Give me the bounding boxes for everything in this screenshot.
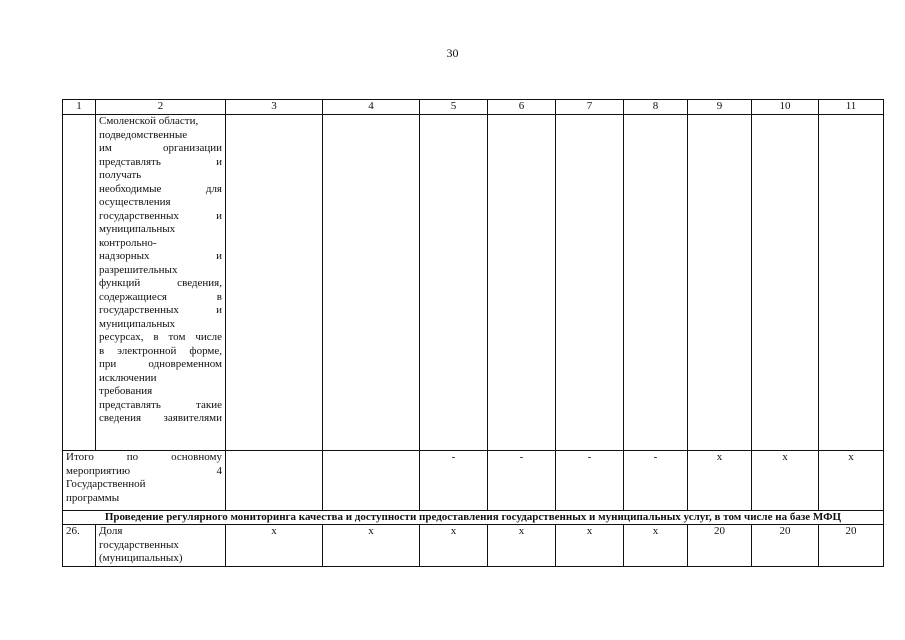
empty-cell (624, 115, 688, 451)
row-number-cell: 26. (63, 525, 96, 567)
value-cell: - (488, 451, 556, 511)
description-cell: Доля государственных (муниципальных) (96, 525, 226, 567)
column-number: 7 (556, 100, 624, 115)
empty-cell (420, 115, 488, 451)
column-number: 3 (226, 100, 323, 115)
value-cell: x (420, 525, 488, 567)
empty-cell (323, 115, 420, 451)
program-table (62, 99, 884, 567)
column-number: 4 (323, 100, 420, 115)
table-row-itogo (63, 451, 884, 511)
page-number: 30 (446, 46, 459, 60)
empty-cell (226, 115, 323, 451)
column-number: 8 (624, 100, 688, 115)
value-cell: 20 (819, 525, 884, 567)
value-cell: x (226, 525, 323, 567)
column-number: 11 (819, 100, 884, 115)
value-cell: x (688, 451, 752, 511)
empty-cell (752, 115, 819, 451)
row-number-cell (63, 115, 96, 451)
column-number: 5 (420, 100, 488, 115)
column-number: 1 (63, 100, 96, 115)
value-cell: 20 (688, 525, 752, 567)
column-number-row (63, 100, 884, 115)
value-cell: 20 (752, 525, 819, 567)
value-cell: x (323, 525, 420, 567)
value-cell: x (488, 525, 556, 567)
value-cell: - (556, 451, 624, 511)
column-number: 2 (96, 100, 226, 115)
column-number: 6 (488, 100, 556, 115)
table-section-row (63, 511, 884, 525)
section-title: Проведение регулярного мониторинга качества и доступности предоставления государственных и муниципальных услуг, в том числе на базе МФЦ (63, 511, 884, 525)
empty-cell (688, 115, 752, 451)
table-row-26 (63, 525, 884, 567)
value-cell: - (420, 451, 488, 511)
empty-cell (488, 115, 556, 451)
value-cell: x (752, 451, 819, 511)
empty-cell (556, 115, 624, 451)
value-cell (226, 451, 323, 511)
itogo-label-cell: Итого по основному мероприятию 4 Государственной программы (63, 451, 226, 511)
description-cell: Смоленской области, подведомственные им организации представлять и получать необходимые для осуществления государственных и муниципальных контрольно- надзорных и разрешительных функций сведения, содержащиеся в государственных и муниципальных ресурсах, в том числе в электронной форме, при одновременном исключении требования представлять такие сведения заявителями (96, 115, 226, 451)
column-number: 9 (688, 100, 752, 115)
empty-cell (819, 115, 884, 451)
value-cell: - (624, 451, 688, 511)
value-cell (323, 451, 420, 511)
value-cell: x (556, 525, 624, 567)
table-row-continuation (63, 115, 884, 451)
value-cell: x (624, 525, 688, 567)
value-cell: x (819, 451, 884, 511)
column-number: 10 (752, 100, 819, 115)
